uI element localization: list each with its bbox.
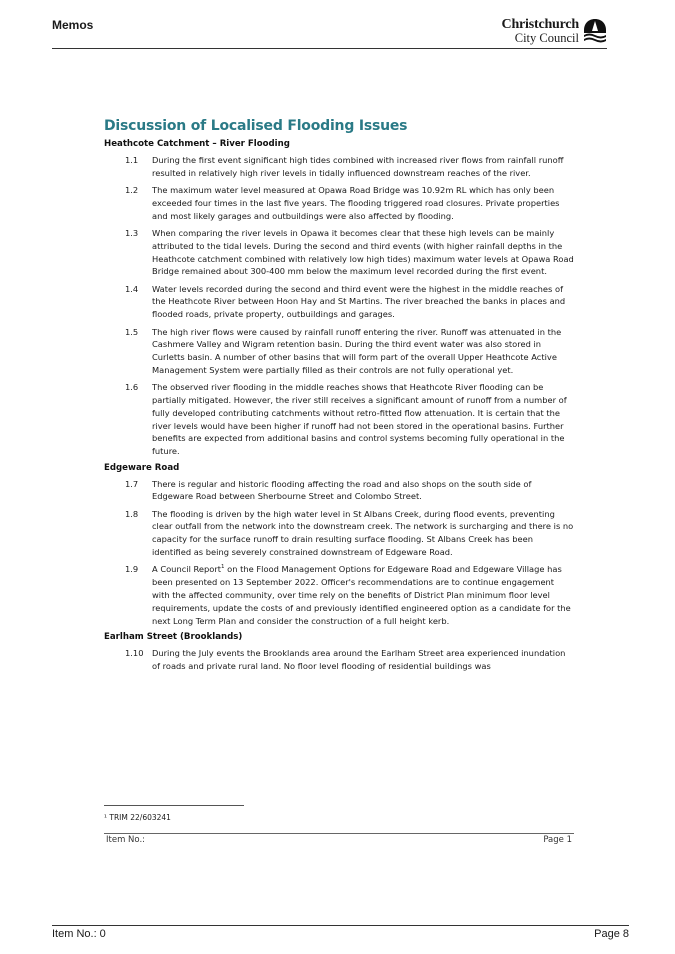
- logo-line-2: City Council: [514, 30, 579, 45]
- document-page-number: Page 1: [543, 835, 572, 845]
- paragraph-text: The maximum water level measured at Opawa Road Bridge was 10.92m RL which has only been exceeded four times in the last five years. The flooding triggered road closures. Private properties and most likely garages and outbuildings were also affected by flooding.: [152, 185, 560, 221]
- numbered-paragraph: [104, 184, 574, 222]
- numbered-paragraph: [104, 154, 574, 180]
- paragraph-text-end: on the Flood Management Options for Edgeware Road and Edgeware Village has been presented on 13 September 2022. Officer's recommendations are to continue engagement with the affected community, over time rely on the benefits of District Plan minimum floor level requirements, update the costs of and previously identified engineered option as a candidate for the next Long Term Plan and consider the construction of a full height kerb.: [152, 564, 571, 626]
- memo-footer: [52, 925, 629, 940]
- page-number: Page 8: [594, 928, 629, 940]
- council-emblem-icon: [583, 18, 607, 44]
- memo-document: [104, 118, 574, 677]
- numbered-paragraph: [104, 508, 574, 559]
- numbered-paragraph: [104, 326, 574, 377]
- numbered-paragraph: [104, 381, 574, 458]
- paragraph-number: 1.9: [125, 564, 139, 575]
- footnote-reference[interactable]: 1: [221, 564, 225, 571]
- paragraph-text: There is regular and historic flooding affecting the road and also shops on the south side of Edgeware Road between Sherbourne Street and Colombo Street.: [152, 478, 532, 502]
- item-number: Item No.: 0: [52, 928, 106, 940]
- logo-text: [502, 18, 579, 45]
- paragraph-text: During the July events the Brooklands area around the Earlham Street area experienced inundation of roads and private rural land. No floor level flooding of residential buildings was: [152, 647, 566, 671]
- footnote: ¹ TRIM 22/603241: [104, 813, 171, 822]
- memo-header: [52, 14, 607, 49]
- paragraph-text: The observed river flooding in the middle reaches shows that Heathcote River flooding can be partially mitigated. However, the river still receives a significant amount of runoff from a number of fully developed contributing catchments without retro-fitted flow attenuation. It is certain that the river levels would have been higher if runoff had not been stored in the operational basins. Further benefits are expected from additional basins and control systems becoming fully operational in the future.: [152, 382, 567, 457]
- document-footer: [104, 833, 574, 845]
- document-title: Discussion of Localised Flooding Issues: [104, 118, 408, 134]
- paragraph-text: The high river flows were caused by rainfall runoff entering the river. Runoff was attenuated in the Cashmere Valley and Wigram retention basin. During the third event water was also stored in Curletts basin. A number of other basins that will form part of the overall Upper Heathcote Active Management System were partially filled as their controls are not fully operational yet.: [152, 326, 562, 375]
- paragraph-number: 1.10: [125, 647, 144, 658]
- paragraph-number: 1.2: [125, 185, 139, 196]
- memo-label: Memos: [52, 18, 94, 32]
- logo-line-1: Christchurch: [501, 16, 579, 32]
- document-item-no: Item No.:: [106, 835, 146, 845]
- section-heading: Earlham Street (Brooklands): [104, 631, 243, 642]
- paragraph-text-start: A Council Report: [152, 564, 222, 575]
- section-heading: Heathcote Catchment – River Flooding: [104, 139, 290, 149]
- paragraph-text: Water levels recorded during the second and third event were the highest in the middle reaches of the Heathcote River between Hoon Hay and St Martins. The river breached the banks in places and flooded roads, private property, outbuildings and garages.: [152, 283, 566, 320]
- paragraph-text: During the first event significant high tides combined with increased river flows from rainfall runoff resulted in relatively high river levels in tidally influenced downstream reaches of the river.: [152, 155, 564, 178]
- numbered-paragraph: [104, 227, 574, 278]
- paragraph-number: 1.6: [125, 382, 139, 393]
- section-heading: Edgeware Road: [104, 462, 180, 473]
- paragraph-number: 1.8: [125, 508, 139, 519]
- paragraph-number: 1.4: [125, 283, 139, 294]
- paragraph-number: 1.3: [125, 227, 139, 238]
- council-logo: [502, 16, 607, 46]
- numbered-paragraph: [104, 647, 574, 673]
- paragraph-number: 1.5: [125, 326, 139, 337]
- paragraph-text: When comparing the river levels in Opawa it becomes clear that these high levels can be mainly attributed to the tidal levels. During the second and third events (with higher rainfall depths in the Heathcote catchment combined with relatively low high tides) maximum water levels at Opawa Road Bridge remained about 300-400 mm below the maximum level recorded during the first event.: [152, 227, 574, 277]
- footnote-divider: [104, 805, 244, 806]
- paragraph-text: The flooding is driven by the high water level in St Albans Creek, during flood events, preventing clear outfall from the network into the downstream creek. The network is surcharging and there is no capacity for the surface runoff to drain resulting surface flooding. St Albans Creek has been identified as being severely constrained downstream of Edgeware Road.: [152, 508, 574, 558]
- numbered-paragraph: [104, 283, 574, 321]
- paragraph-text: [152, 563, 574, 627]
- paragraph-number: 1.1: [125, 155, 139, 165]
- paragraph-number: 1.7: [125, 478, 139, 489]
- numbered-paragraph: [104, 478, 574, 504]
- numbered-paragraph: [104, 563, 574, 627]
